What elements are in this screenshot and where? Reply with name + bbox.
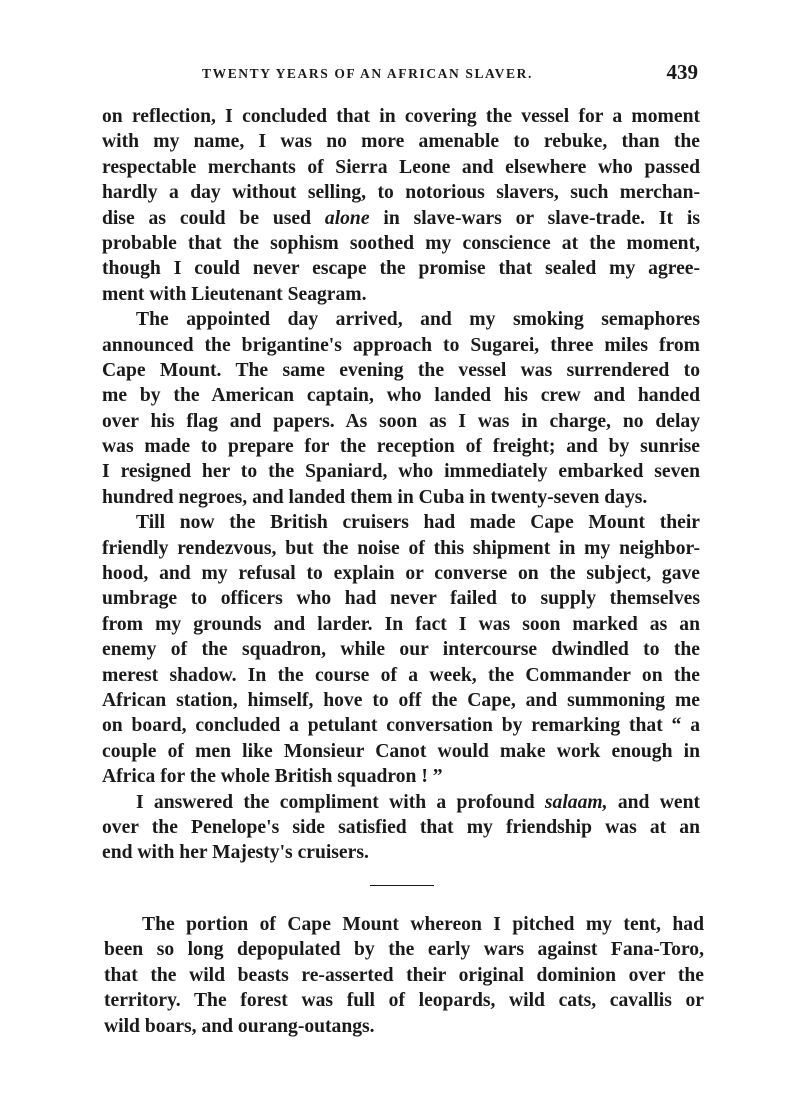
text-line: though I could never escape the promise that sealed my agree- [102, 258, 700, 280]
text-line: hardly a day without selling, to notorious slavers, such merchan- [102, 182, 700, 204]
section-text-block [104, 912, 704, 1039]
page-number: 439 [666, 60, 698, 84]
text-line: couple of men like Monsieur Canot would make work enough in [102, 740, 700, 762]
text-line: friendly rendezvous, but the noise of this shipment in my neighbor- [102, 537, 700, 559]
paragraph-2 [102, 307, 700, 510]
italic-word: alone [324, 207, 370, 229]
text-line: Cape Mount. The same evening the vessel was surrendered to [102, 359, 700, 381]
text-line: I resigned her to the Spaniard, who immediately embarked seven [102, 461, 700, 483]
text-line: been so long depopulated by the early wars against Fana-Toro, [104, 939, 704, 961]
text-line: was made to prepare for the reception of freight; and by sunrise [102, 436, 700, 458]
text-line: over his flag and papers. As soon as I was in charge, no delay [102, 410, 700, 432]
page-header [102, 60, 700, 88]
paragraph-1 [102, 104, 700, 307]
text-line: wild boars, and ourang-outangs. [104, 1015, 375, 1037]
text-fragment: and went [617, 791, 700, 813]
text-line: that the wild beasts re-asserted their original dominion over the [104, 964, 704, 986]
text-line: The portion of Cape Mount whereon I pitched my tent, had [142, 914, 704, 935]
text-line: hundred negroes, and landed them in Cuba in twenty-seven days. [102, 486, 648, 508]
italic-word: salaam, [544, 791, 608, 813]
running-title: TWENTY YEARS OF AN AFRICAN SLAVER. [202, 66, 533, 81]
text-line: end with her Majesty's cruisers. [102, 842, 369, 864]
text-line: with my name, I was no more amenable to rebuke, than the [102, 131, 700, 153]
text-line: enemy of the squadron, while our intercourse dwindled to the [102, 639, 700, 661]
text-line: probable that the sophism soothed my conscience at the moment, [102, 232, 700, 254]
paragraph-4 [102, 790, 700, 866]
text-line [102, 206, 700, 231]
text-line: Till now the British cruisers had made Cape Mount their [136, 512, 700, 534]
paragraph-3 [102, 510, 700, 789]
text-line: announced the brigantine's approach to Sugarei, three miles from [102, 334, 700, 356]
text-fragment: I answered the compliment with a profound [136, 791, 535, 813]
text-line: ment with Lieutenant Seagram. [102, 283, 367, 305]
text-line: on board, concluded a petulant conversation by remarking that “ a [102, 715, 700, 737]
text-fragment: dise as could be used [102, 207, 312, 229]
text-line: respectable merchants of Sierra Leone and elsewhere who passed [102, 156, 700, 178]
text-line: from my grounds and larder. In fact I was soon marked as an [102, 613, 700, 635]
text-line: on reflection, I concluded that in covering the vessel for a moment [102, 106, 700, 127]
text-line: The appointed day arrived, and my smoking semaphores [136, 309, 700, 331]
section-divider [370, 885, 434, 886]
text-line: Africa for the whole British squadron ! ” [102, 766, 443, 788]
text-line: over the Penelope's side satisfied that my friendship was at an [102, 816, 700, 838]
main-text-block [102, 104, 700, 866]
paragraph-5 [104, 912, 704, 1039]
text-line: hood, and my refusal to explain or converse on the subject, gave [102, 563, 700, 585]
text-line: merest shadow. In the course of a week, the Commander on the [102, 664, 700, 686]
text-line: African station, himself, hove to off the Cape, and summoning me [102, 689, 700, 711]
text-line: me by the American captain, who landed his crew and handed [102, 385, 700, 407]
text-line: umbrage to officers who had never failed to supply themselves [102, 588, 700, 610]
text-line [102, 790, 700, 815]
text-fragment: in slave-wars or slave-trade. It is [383, 207, 700, 229]
text-line: territory. The forest was full of leopards, wild cats, cavallis or [104, 990, 704, 1012]
